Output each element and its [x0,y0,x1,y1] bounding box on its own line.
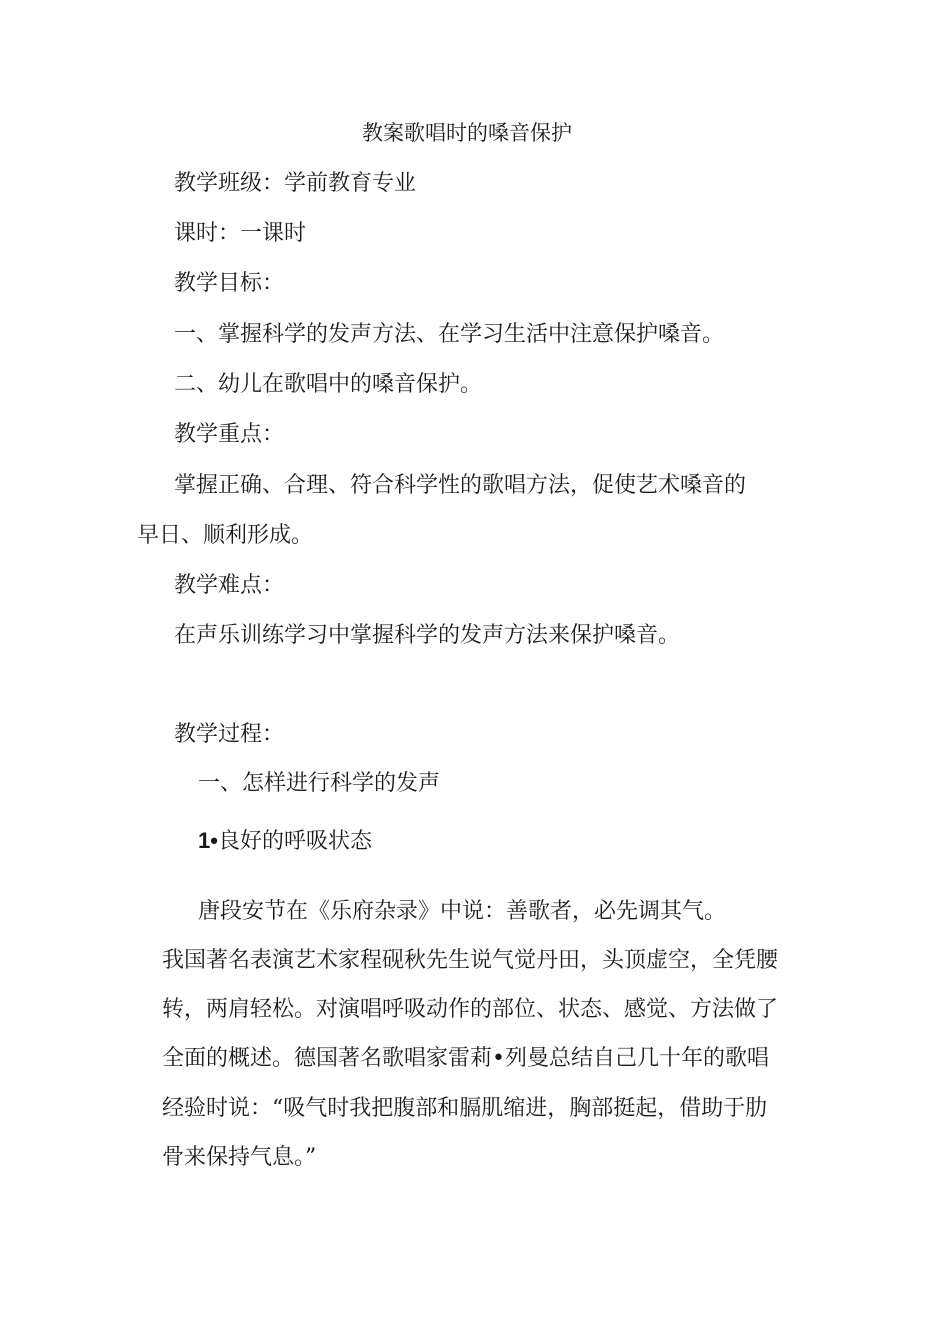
section-1-heading: 一、怎样进行科学的发声 [198,771,441,796]
difficulty-heading: 教学难点： [174,573,285,598]
hours-line: 课时：一课时 [174,221,307,246]
subsection-number: 1• [198,828,218,853]
paragraph-line: 全面的概述。德国著名歌唱家雷莉•列曼总结自己几十年的歌唱 [162,1046,769,1071]
key-points-heading: 教学重点： [174,422,285,447]
paragraph-line: 经验时说：“吸气时我把腹部和膈肌缩进，胸部挺起，借助于肋 [162,1096,768,1121]
difficulty-text: 在声乐训练学习中掌握科学的发声方法来保护嗓音。 [174,623,681,648]
subsection-heading [198,826,372,857]
process-heading: 教学过程： [174,722,285,747]
paragraph-line: 我国著名表演艺术家程砚秋先生说气觉丹田，头顶虚空，全凭腰 [162,948,779,973]
subsection-title: 良好的呼吸状态 [217,829,372,854]
key-points-line-2: 早日、顺利形成。 [137,523,314,548]
paragraph-line: 转，两肩轻松。对演唱呼吸动作的部位、状态、感觉、方法做了 [162,997,779,1022]
document-title: 教案歌唱时的嗓音保护 [362,121,572,145]
key-points-line-1: 掌握正确、合理、符合科学性的歌唱方法，促使艺术嗓音的 [174,473,747,498]
paragraph-line: 骨来保持气息。” [162,1145,317,1170]
objective-2: 二、幼儿在歌唱中的嗓音保护。 [174,372,483,397]
objectives-heading: 教学目标： [174,271,285,296]
objective-1: 一、掌握科学的发声方法、在学习生活中注意保护嗓音。 [174,322,725,347]
paragraph-line: 唐段安节在《乐府杂录》中说：善歌者，必先调其气。 [198,899,727,924]
class-line: 教学班级：学前教育专业 [174,171,417,196]
